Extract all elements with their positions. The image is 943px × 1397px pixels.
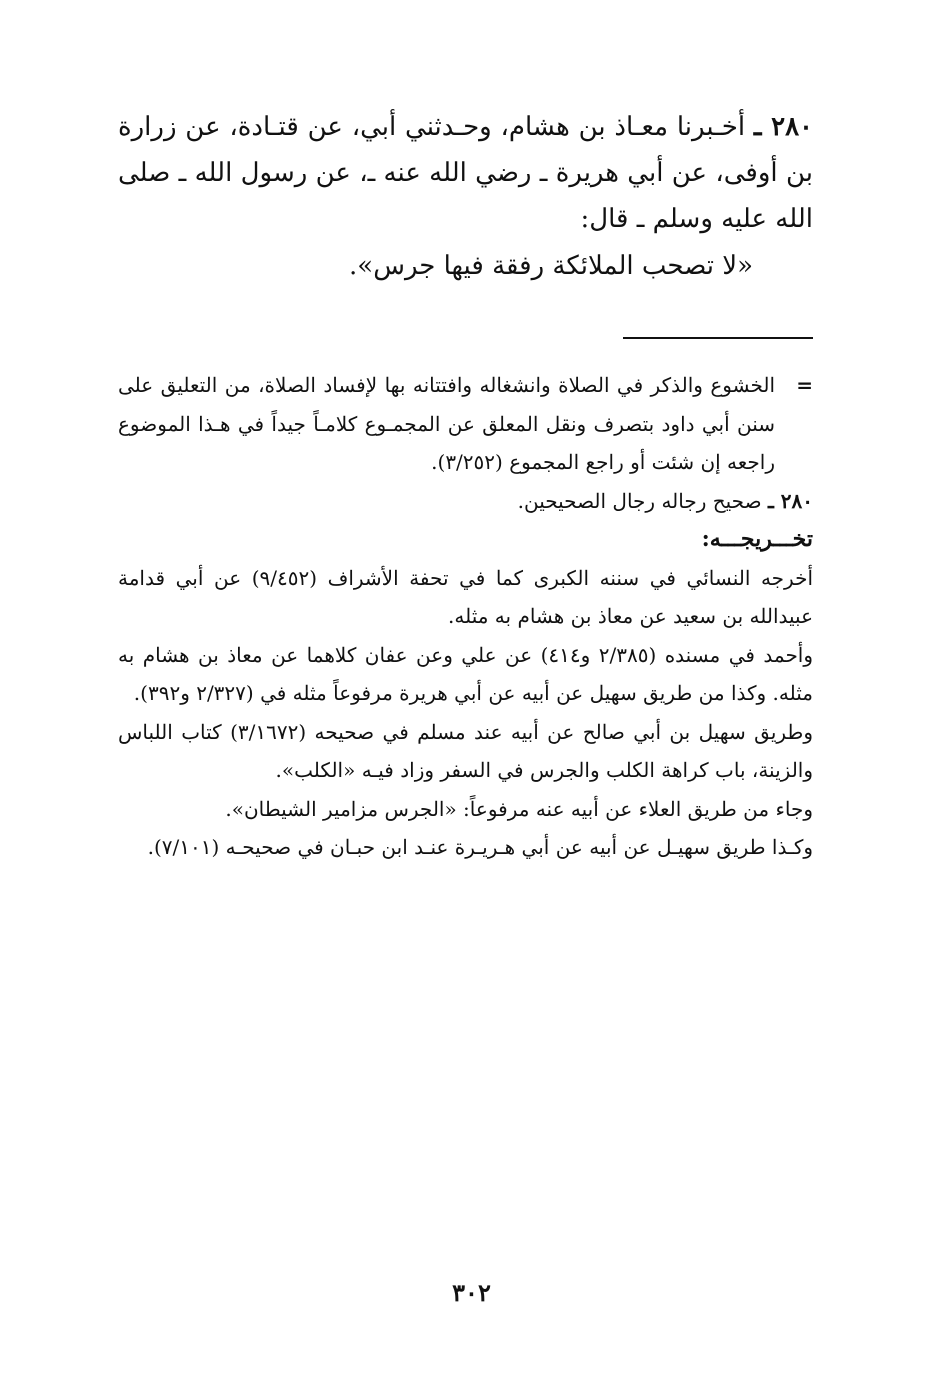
footnote-number: ٢٨٠ ـ [767,488,813,513]
footnote-grading [118,482,813,521]
continuation-text: الخشوع والذكر في الصلاة وانشغاله وافتتانه بها لإفساد الصلاة، من التعليق على سنن أبي داود بتصرف ونقل المعلق عن المجمـوع كلامـاً جيداً في هـذا الموضوع راجعه إن شئت أو راجع المجموع (٣/٢٥٢). [118,373,776,474]
hadith-number: ٢٨٠ ـ [753,112,814,142]
takhrij-paragraph: أخرجه النسائي في سننه الكبرى كما في تحفة الأشراف (٩/٤٥٢) عن أبي قدامة عبيدالله بن سعيد عن معاذ بن هشام به مثله. [118,565,813,628]
footnotes-section [118,366,813,867]
hadith-isnad [118,104,813,242]
continuation-marker: = [796,373,813,397]
takhrij-paragraph: وأحمد في مسنده (٢/٣٨٥ و٤١٤) عن علي وعن عفان كلاهما عن معاذ بن هشام به مثله. وكذا من طريق سهيل عن أبيه عن أبي هريرة مرفوعاً مثله في (٢/٣٢٧ و٣٩٢). [118,642,814,705]
takhrij-paragraph: وطريق سهيل بن أبي صالح عن أبيه عند مسلم في صحيحه (٣/١٦٧٢) كتاب اللباس والزينة، باب كراهة الكلب والجرس في السفر وزاد فيـه «الكلب». [118,719,814,782]
hadith-block [118,104,813,290]
takhrij-paragraph: وجاء من طريق العلاء عن أبيه عنه مرفوعاً: «الجرس مزامير الشيطان». [225,796,813,821]
footnote-continuation [118,366,813,482]
isnad-text: أخـبرنا معـاذ بن هشام، وحـدثني أبي، عن قتـادة، عن زرارة بن أوفى، عن أبي هريرة ـ رضي الله عنه ـ، عن رسول الله ـ صلى الله عليه وسلم ـ قال: [118,112,813,234]
book-page [118,104,814,859]
takhrij-paragraph: وكـذا طريق سهيـل عن أبيه عن أبي هـريـرة عنـد ابن حبـان في صحيحـه (٧/١٠١). [147,835,813,859]
grading-text: صحيح رجاله رجال الصحيحين. [517,488,762,513]
takhrij-heading: تخـــريجـــه: [701,526,813,552]
hadith-matn: «لا تصحب الملائكة رفقة فيها جرس». [349,251,753,281]
page-number: ٣٠٢ [452,1278,491,1307]
footnote-separator [623,337,813,339]
